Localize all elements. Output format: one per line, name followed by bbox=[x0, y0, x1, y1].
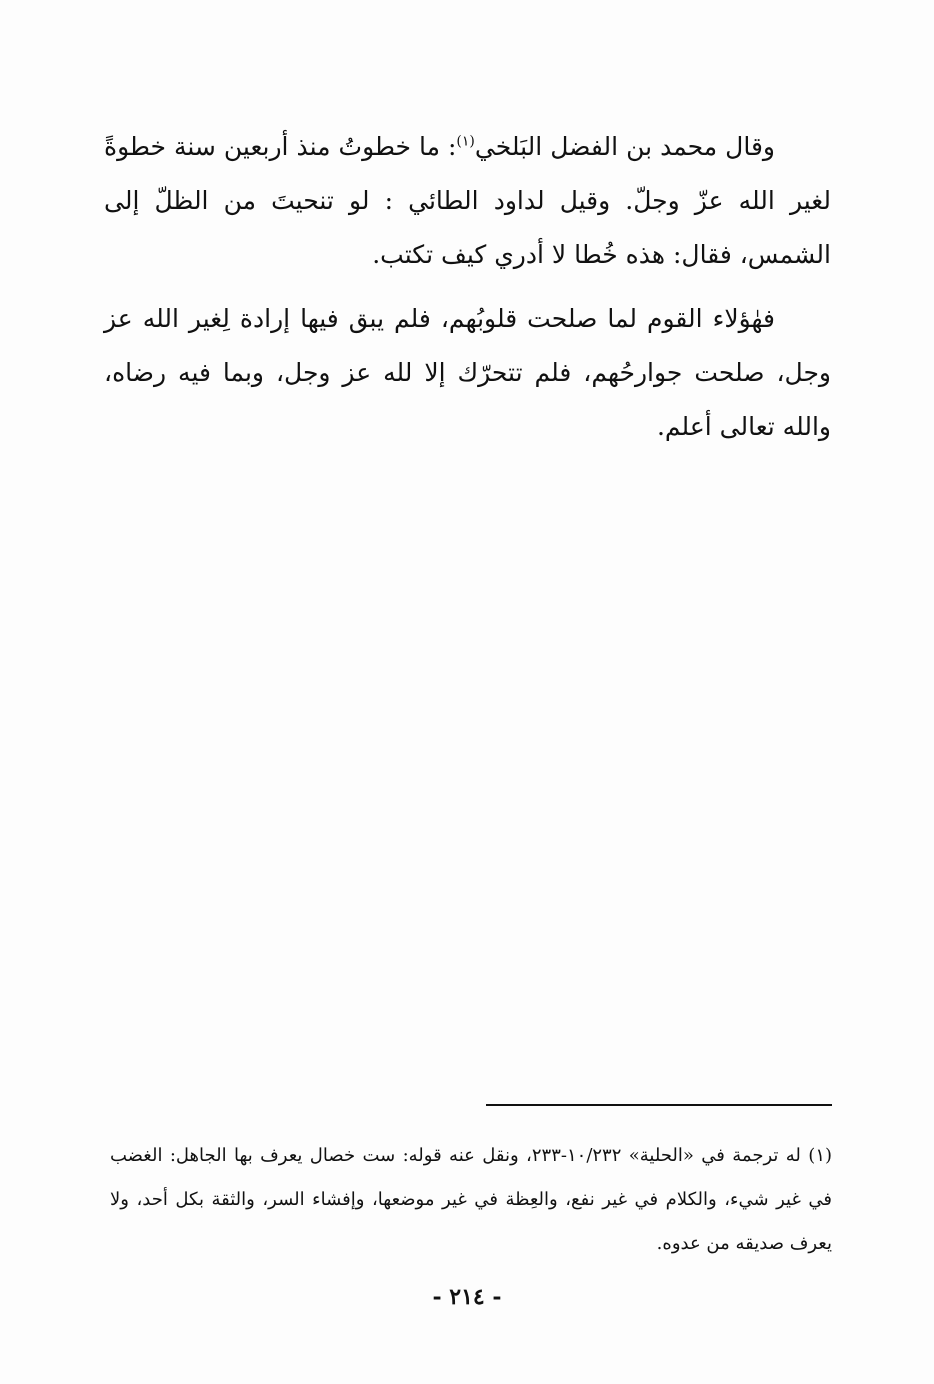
paragraph-1-rest: : ما خطوتُ منذ أربعين سنة خطوةً لغير الله عزّ وجلّ. وقيل لداود الطائي : لو تنحيتَ من الظلّ إلى الشمس، فقال: هذه خُطا لا أدري كيف تكتب. bbox=[104, 132, 831, 269]
paragraph-1 bbox=[104, 120, 831, 282]
paragraph-2: فهٰؤلاء القوم لما صلحت قلوبُهم، فلم يبق فيها إرادة لِغير الله عز وجل، صلحت جوارحُهم، فلم تتحرّك إلا لله عز وجل، وبما فيه رضاه، والله تعالى أعلم. bbox=[104, 304, 831, 441]
footnote-reference: (١) bbox=[456, 133, 475, 150]
footnote-text: (١) له ترجمة في «الحلية» ١٠/٢٣٢-٢٣٣، ونقل عنه قوله: ست خصال يعرف بها الجاهل: الغضب في غير شيء، والكلام في غير نفع، والعِظة في غير موضعها، وإفشاء السر، والثقة بكل أحد، ولا يعرف صديقه من عدوه. bbox=[110, 1145, 833, 1254]
footnote bbox=[110, 1134, 832, 1266]
footnote-divider bbox=[486, 1104, 832, 1106]
paragraph-1-start: وقال محمد بن الفضل البَلخي bbox=[474, 132, 775, 161]
main-text bbox=[104, 120, 831, 454]
page-number: - ٢١٤ - bbox=[432, 1284, 502, 1310]
